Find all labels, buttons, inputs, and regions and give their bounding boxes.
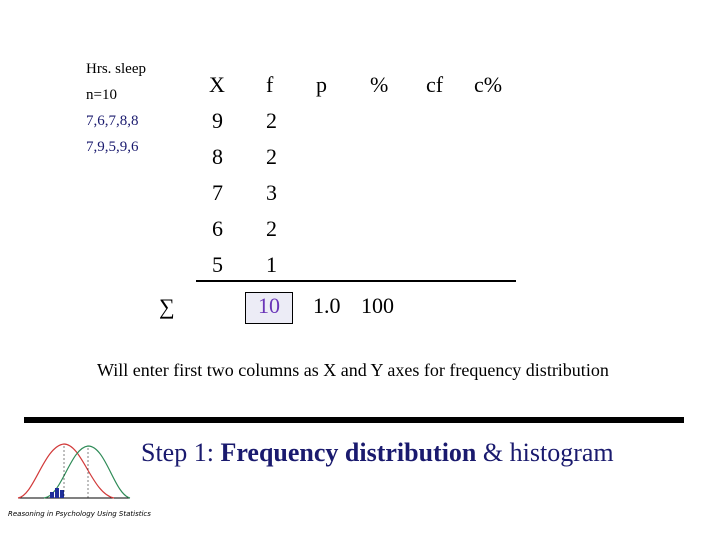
header-x: X <box>209 72 225 97</box>
header-f: f <box>266 72 274 97</box>
step-suffix: histogram <box>509 438 614 467</box>
row-f: 2 <box>266 144 277 169</box>
header-p: p <box>316 72 327 97</box>
sum-symbol: ∑ <box>159 294 175 319</box>
total-f: 10 <box>258 293 280 318</box>
header-cf: cf <box>426 72 444 97</box>
row-x: 9 <box>212 108 223 133</box>
row-f: 2 <box>266 216 277 241</box>
table-total-rule <box>196 280 516 282</box>
data-values-2: 7,9,5,9,6 <box>86 139 139 155</box>
step-heading <box>141 438 614 468</box>
row-f: 1 <box>266 252 277 277</box>
data-values-1: 7,6,7,8,8 <box>86 113 139 129</box>
row-x: 7 <box>212 180 223 205</box>
row-x: 5 <box>212 252 223 277</box>
row-x: 6 <box>212 216 223 241</box>
header-percent: % <box>370 72 389 97</box>
row-f: 3 <box>266 180 277 205</box>
section-divider <box>24 417 684 423</box>
step-amp: & <box>476 438 510 467</box>
sample-size: n=10 <box>86 87 117 103</box>
sample-label: Hrs. sleep <box>86 61 146 77</box>
row-x: 8 <box>212 144 223 169</box>
total-percent: 100 <box>361 293 394 318</box>
header-cpercent: c% <box>474 72 503 97</box>
step-bold: Frequency distribution <box>220 438 477 467</box>
instruction-note: Will enter first two columns as X and Y axes for frequency distribution <box>97 360 609 380</box>
normal-curves-histogram-icon <box>14 436 134 510</box>
logo-caption: Reasoning in Psychology Using Statistics <box>8 510 151 518</box>
row-f: 2 <box>266 108 277 133</box>
total-p: 1.0 <box>313 293 341 318</box>
step-prefix: Step 1: <box>141 438 221 467</box>
